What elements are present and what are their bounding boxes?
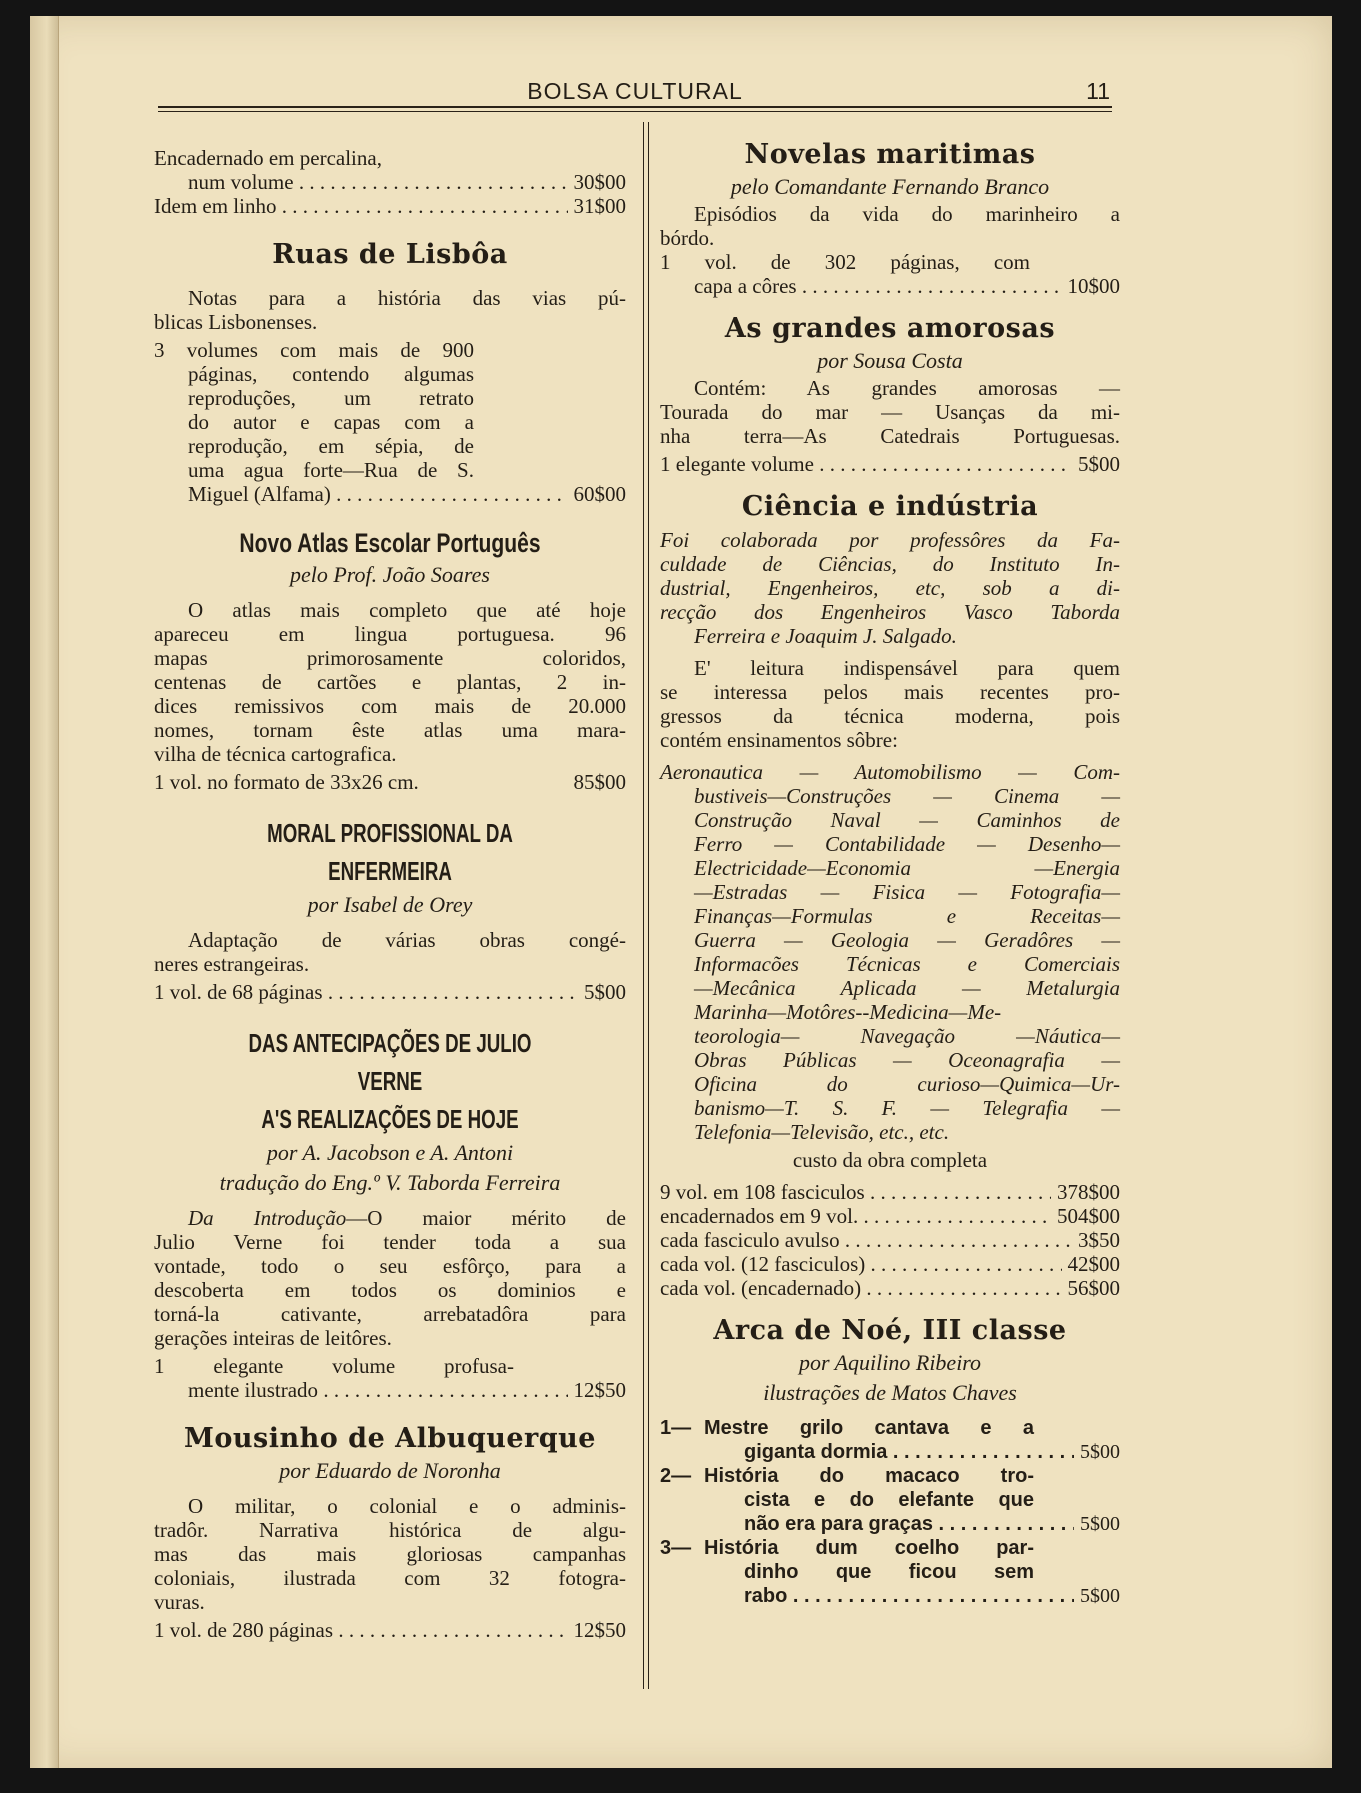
book-author: por Isabel de Orey — [307, 892, 473, 917]
book-title: Arca de Noé, III classe — [713, 1315, 1067, 1346]
series-item — [660, 1464, 1120, 1536]
topics-line: Marinha—Motôres--Medicina—Me- — [694, 1000, 1002, 1024]
collaborators-line: dustrial, Engenheiros, etc, sob a di- — [660, 576, 1120, 600]
topics-line: Telefonia—Televisão, etc., etc. — [694, 1120, 950, 1144]
price-amount: 12$50 — [573, 1378, 626, 1402]
price-line — [660, 1276, 1120, 1300]
intro-label: Da Introdução — [188, 1206, 347, 1230]
series-title: dinho que ficou sem — [744, 1561, 1034, 1583]
book-description: nomes, tornam êste atlas uma mara- — [154, 718, 626, 742]
price-line — [660, 452, 1120, 476]
left-column — [154, 146, 626, 1642]
price-amount: 30$00 — [573, 170, 626, 194]
book-description: neres estrangeiras. — [154, 952, 310, 976]
book-title: As grandes amorosas — [724, 313, 1056, 344]
price-amount: 378$00 — [1057, 1180, 1120, 1204]
topics-line: Electricidade—Economia —Energia — [694, 856, 1120, 880]
topics-line: Obras Públicas — Oceonagrafia — — [694, 1048, 1120, 1072]
topics-line: Finanças—Formulas e Receitas— — [694, 904, 1120, 928]
price-line — [154, 170, 626, 194]
book-description: gerações inteiras de leitôres. — [154, 1326, 392, 1350]
intro-text: —O maior mérito de — [346, 1206, 626, 1230]
book-title: Mousinho de Albuquerque — [184, 1423, 596, 1454]
topics-line: teorologia— Navegação —Náutica— — [694, 1024, 1120, 1048]
topics-line: Guerra — Geologia — Geradôres — — [694, 928, 1120, 952]
price-amount: 3$50 — [1078, 1228, 1120, 1252]
book-description: Episódios da vida do marinheiro a — [694, 202, 1120, 226]
column-divider — [643, 122, 644, 1689]
price-amount: 12$50 — [573, 1618, 626, 1642]
price-desc: 9 vol. em 108 fasciculos . . . — [660, 1180, 1051, 1204]
series-title: cista e do elefante que — [744, 1489, 1034, 1511]
running-title: BOLSA CULTURAL — [527, 78, 743, 104]
price-line — [704, 1512, 1120, 1536]
series-number: 2— — [660, 1465, 692, 1487]
price-line — [154, 1378, 626, 1402]
book-description: contém ensinamentos sôbre: — [660, 728, 898, 752]
book-description: nha terra—As Catedrais Portuguesas. — [660, 424, 1120, 448]
price-desc: rabo . . . — [744, 1584, 1074, 1608]
topics-line: Oficina do curioso—Quimica—Ur- — [694, 1072, 1120, 1096]
book-collaborators — [660, 528, 1120, 648]
book-description: O militar, o colonial e o adminis- — [188, 1494, 626, 1518]
topics-line: Aeronautica — Automobilismo — Com- — [660, 760, 1120, 784]
topics-list — [660, 760, 1120, 1144]
book-title: A'S REALIZAÇÕES DE HOJE — [261, 1104, 519, 1134]
price-desc: mente ilustrado . . . — [188, 1378, 568, 1402]
book-description: centenas de cartões e plantas, 2 in- — [154, 670, 626, 694]
price-desc: 1 vol. de 280 páginas . . . — [154, 1618, 568, 1642]
price-desc: capa a côres . . . — [694, 274, 1062, 298]
book-description: vontade, todo o seu esfôrço, para a — [154, 1254, 626, 1278]
book-description: vilha de técnica cartografica. — [154, 742, 397, 766]
book-description: descoberta em todos os dominios e — [154, 1278, 626, 1302]
book-description: mas das mais gloriosas campanhas — [154, 1542, 626, 1566]
price-desc: não era para graças . . . — [744, 1512, 1074, 1536]
price-amount: 5$00 — [584, 980, 626, 1004]
series-item — [660, 1416, 1120, 1464]
book-description: Tourada do mar — Usanças da mi- — [660, 400, 1120, 424]
column-divider-inner — [648, 122, 649, 1689]
series-number: 1— — [660, 1417, 692, 1439]
book-volume-info: reprodução, em sépia, de — [188, 434, 474, 458]
header-rule — [158, 106, 1112, 108]
price-desc: giganta dormia . . . — [744, 1440, 1074, 1464]
series-number: 3— — [660, 1537, 692, 1559]
book-title: Ciência e indústria — [741, 491, 1039, 522]
price-desc: cada fasciculo avulso . . . — [660, 1228, 1072, 1252]
price-line — [154, 194, 626, 218]
percalina-line: Encadernado em percalina, — [154, 146, 382, 170]
book-description: se interessa pelos mais recentes pro- — [660, 680, 1120, 704]
price-line — [660, 1252, 1120, 1276]
price-line — [660, 1204, 1120, 1228]
book-description — [154, 1206, 626, 1230]
book-translator: tradução do Eng.º V. Taborda Ferreira — [219, 1170, 561, 1195]
book-author: por Aquilino Ribeiro — [798, 1350, 982, 1375]
page-header — [158, 78, 1112, 104]
page-number: 11 — [1086, 78, 1110, 104]
price-line — [154, 770, 626, 794]
price-amount: 10$00 — [1067, 274, 1120, 298]
cost-table — [660, 1180, 1120, 1300]
book-volume-info: reproduções, um retrato — [188, 386, 474, 410]
series-title: História dum coelho par- — [704, 1537, 1034, 1559]
price-amount: 5$00 — [1078, 452, 1120, 476]
price-amount: 56$00 — [1067, 1276, 1120, 1300]
price-line — [154, 482, 626, 506]
series-list — [660, 1416, 1120, 1608]
page-spine — [30, 16, 59, 1768]
series-title: História do macaco tro- — [704, 1465, 1034, 1487]
book-description: Notas para a história das vias pú- — [188, 286, 626, 310]
price-desc: 1 vol. no formato de 33x26 cm. — [154, 770, 419, 794]
price-amount: 5$00 — [1080, 1585, 1120, 1607]
book-title: Ruas de Lisbôa — [272, 239, 508, 270]
price-amount: 504$00 — [1057, 1204, 1120, 1228]
book-author: por A. Jacobson e A. Antoni — [266, 1140, 514, 1165]
series-title: Mestre grilo cantava e a — [704, 1417, 1034, 1439]
collaborators-line: Ferreira e Joaquim J. Salgado. — [694, 624, 957, 648]
book-description: Julio Verne foi tender toda a sua — [154, 1230, 626, 1254]
book-description: apareceu em lingua portuguesa. 96 — [154, 622, 626, 646]
price-desc: 1 elegante volume . . . — [660, 452, 1072, 476]
price-amount: 5$00 — [1080, 1513, 1120, 1535]
price-amount: 42$00 — [1067, 1252, 1120, 1276]
price-line — [660, 274, 1120, 298]
topics-line: Construção Naval — Caminhos de — [694, 808, 1120, 832]
book-author: pelo Comandante Fernando Branco — [730, 174, 1050, 199]
book-volume-info: do autor e capas com a — [188, 410, 474, 434]
book-description: blicas Lisbonenses. — [154, 310, 318, 334]
book-author: por Eduardo de Noronha — [279, 1458, 501, 1483]
topics-line: —Mecânica Aplicada — Metalurgia — [694, 976, 1120, 1000]
book-description: coloniais, ilustrada com 32 fotogra- — [154, 1566, 626, 1590]
book-volume-info: 3 volumes com mais de 900 — [154, 338, 474, 362]
price-desc: 1 vol. de 68 páginas . . . — [154, 980, 578, 1004]
price-line — [154, 1618, 626, 1642]
book-title: Novelas maritimas — [744, 139, 1036, 170]
price-line — [704, 1440, 1120, 1464]
book-author: por Sousa Costa — [817, 348, 963, 373]
collaborators-line: recção dos Engenheiros Vasco Taborda — [660, 600, 1120, 624]
book-description: bórdo. — [660, 226, 715, 250]
book-description: E' leitura indispensável para quem — [694, 656, 1120, 680]
price-line — [660, 1180, 1120, 1204]
book-description: Adaptação de várias obras congé- — [188, 928, 626, 952]
book-title: Novo Atlas Escolar Português — [239, 528, 541, 558]
book-description: mapas primorosamente coloridos, — [154, 646, 626, 670]
book-illustrator: ilustrações de Matos Chaves — [763, 1380, 1017, 1405]
price-desc: Idem em linho . . . — [154, 194, 568, 218]
topics-line: bustiveis—Construções — Cinema — — [694, 784, 1120, 808]
topics-line: Informacões Técnicas e Comerciais — [694, 952, 1120, 976]
book-description: Contém: As grandes amorosas — — [694, 376, 1120, 400]
book-description: torná-la cativante, arrebatadôra para — [154, 1302, 626, 1326]
collaborators-line: culdade de Ciências, do Instituto In- — [660, 552, 1120, 576]
series-item — [660, 1536, 1120, 1608]
book-volume-info: 1 elegante volume profusa- — [154, 1354, 514, 1378]
cost-heading: custo da obra completa — [792, 1148, 988, 1172]
topics-line: banismo—T. S. F. — Telegrafia — — [694, 1096, 1120, 1120]
book-volume-info: páginas, contendo algumas — [188, 362, 474, 386]
book-description: tradôr. Narrativa histórica de algu- — [154, 1518, 626, 1542]
book-title: DAS ANTECIPAÇÕES DE JULIO VERNE — [248, 1028, 532, 1096]
price-desc: num volume . . . — [188, 170, 568, 194]
book-description: vuras. — [154, 1590, 205, 1614]
book-title: MORAL PROFISSIONAL DA ENFERMEIRA — [267, 818, 513, 886]
price-desc: Miguel (Alfama) . . . — [188, 482, 568, 506]
price-desc: cada vol. (encadernado) . . . — [660, 1276, 1062, 1300]
percalina-item — [154, 146, 626, 218]
header-rule-thin — [158, 111, 1112, 112]
book-description: O atlas mais completo que até hoje — [188, 598, 626, 622]
collaborators-line: Foi colaborada por professôres da Fa- — [660, 528, 1120, 552]
price-line — [660, 1228, 1120, 1252]
price-amount: 31$00 — [573, 194, 626, 218]
book-description: dices remissivos com mais de 20.000 — [154, 694, 626, 718]
price-line — [704, 1584, 1120, 1608]
topics-line: Ferro — Contabilidade — Desenho— — [694, 832, 1120, 856]
price-line — [154, 980, 626, 1004]
price-amount: 85$00 — [573, 770, 626, 794]
book-volume-info: uma agua forte—Rua de S. — [188, 458, 474, 482]
book-description: gressos da técnica moderna, pois — [660, 704, 1120, 728]
price-desc: cada vol. (12 fasciculos) . . . — [660, 1252, 1062, 1276]
price-amount: 60$00 — [573, 482, 626, 506]
price-amount: 5$00 — [1080, 1441, 1120, 1463]
right-column — [660, 138, 1120, 1608]
price-desc: encadernados em 9 vol. . . . — [660, 1204, 1051, 1228]
book-volume-info: 1 vol. de 302 páginas, com — [660, 250, 1030, 274]
topics-line: —Estradas — Fisica — Fotografia— — [694, 880, 1120, 904]
book-author: pelo Prof. João Soares — [289, 562, 490, 587]
